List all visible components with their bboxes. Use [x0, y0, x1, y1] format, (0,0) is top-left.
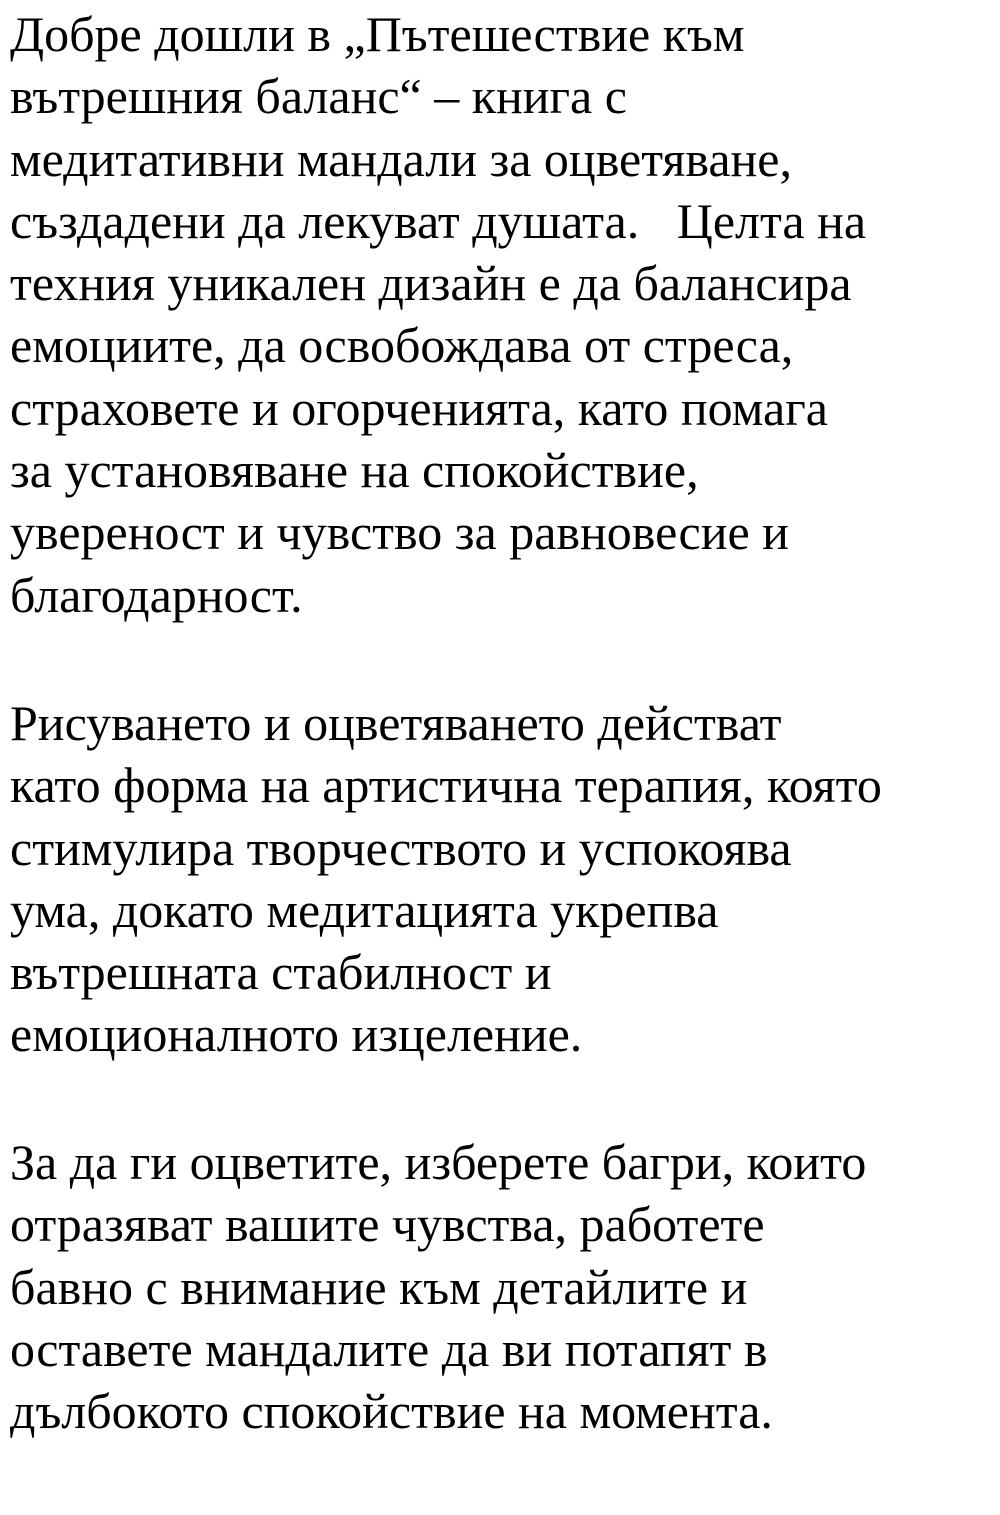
text-line: ума, докато медитацията укрепва: [10, 881, 719, 938]
text-line: бавно с внимание към детайлите и: [10, 1258, 748, 1315]
coloring-tips-paragraph: [10, 1131, 866, 1442]
text-line: емоционалното изцеление.: [10, 1006, 583, 1063]
text-line: благодарност.: [10, 566, 303, 623]
text-line: отразяват вашите чувства, работете: [10, 1196, 765, 1253]
text-line: стимулира творчеството и успокоява: [10, 819, 792, 876]
text-line: емоциите, да освобождава от стреса,: [10, 317, 794, 374]
text-line: страховете и огорченията, като помага: [10, 379, 828, 436]
text-line: за установяване на спокойствие,: [10, 442, 699, 499]
text-line: медитативни мандали за оцветяване,: [10, 130, 792, 187]
text-line: като форма на артистична терапия, която: [10, 757, 882, 814]
text-line: вътрешния баланс“ – книга с: [10, 68, 627, 125]
text-line: техния уникален дизайн е да балансира: [10, 255, 852, 312]
text-line: За да ги оцветите, изберете багри, които: [10, 1134, 867, 1190]
intro-paragraph: [10, 3, 866, 626]
text-line: увереност и чувство за равновесие и: [10, 504, 789, 561]
text-line: вътрешната стабилност и: [10, 944, 552, 1001]
text-line: дълбокото спокойствие на момента.: [10, 1383, 773, 1440]
text-line: оставете мандалите да ви потапят в: [10, 1320, 768, 1377]
text-line: Рисуването и оцветяването действат: [10, 695, 782, 751]
art-therapy-paragraph: [10, 692, 882, 1066]
text-line: Добре дошли в „Пътешествие към: [10, 6, 745, 62]
text-line: създадени да лекуват душата. Целта на: [10, 192, 867, 249]
